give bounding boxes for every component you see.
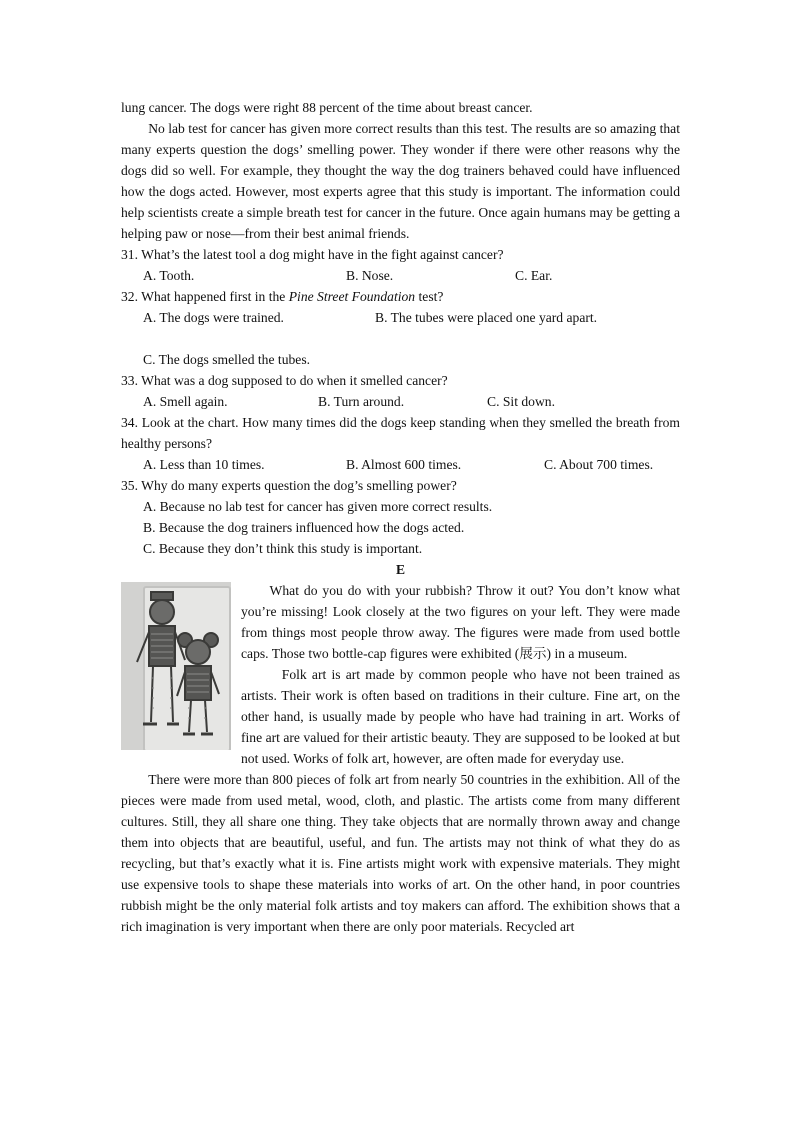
passage-d-line: lung cancer. The dogs were right 88 percent of the time about breast cancer.: [121, 100, 533, 115]
q35-option-b-row: [121, 517, 680, 538]
section-e-title: E: [395, 562, 406, 577]
question-34-options: [121, 454, 680, 475]
q31-option-c: C. Ear.: [515, 268, 553, 283]
q31-option-a: A. Tooth.: [143, 268, 195, 283]
q35-option-a: A. Because no lab test for cancer has given more correct results.: [143, 499, 493, 514]
q35-option-b: B. Because the dog trainers influenced how the dogs acted.: [143, 520, 465, 535]
bottle-cap-figures-photo: [121, 582, 231, 750]
question-34-stem: 34. Look at the chart. How many times did the dogs keep standing when they smelled the breath from healthy persons?: [121, 415, 680, 451]
q31-option-b: B. Nose.: [346, 268, 394, 283]
q33-option-c: C. Sit down.: [487, 394, 555, 409]
q32-option-b: B. The tubes were placed one yard apart.: [375, 310, 598, 325]
question-32-options: [121, 307, 680, 328]
section-e-body: [121, 580, 680, 769]
q34-option-c: C. About 700 times.: [544, 457, 654, 472]
section-e-paragraph-1: What do you do with your rubbish? Throw it out? You don’t know what you’re missing! Look closely at the two figures on your left. They were made from things most people throw away. The figures were made from used bottle caps. Those two bottle-cap figures were exhibited (展示) in a museum.: [241, 583, 680, 661]
question-31-stem: 31. What’s the latest tool a dog might have in the fight against cancer?: [121, 247, 504, 262]
q34-option-a: A. Less than 10 times.: [143, 457, 265, 472]
spacer: [121, 328, 680, 349]
document-page: [121, 97, 680, 937]
bottle-cap-figures-illustration: [121, 582, 231, 750]
passage-d-paragraph: No lab test for cancer has given more correct results than this test. The results are so amazing that many experts question the dogs’ smelling power. They wonder if there were other reasons why the dogs did so well. For example, they thought the way the dog trainers behaved could have influenced how the dogs acted. However, most experts agree that this study is important. The information could help scientists create a simple breath test for cancer in the future. Once again humans may be getting a helping paw or nose—from their best animal friends.: [121, 121, 680, 241]
question-31-options: [121, 265, 680, 286]
section-e-paragraph-3: There were more than 800 pieces of folk art from nearly 50 countries in the exhibition. All of the pieces were made from used metal, wood, cloth, and plastic. The artists come from many different cultures. Still, they all share one thing. They take objects that are normally thrown away and change them into objects that are beautiful, useful, and fun. The artists may not think of what they do as recycling, but that’s exactly what it is. Fine artists might work with expensive materials. They might use expensive tools to shape these materials into works of art. On the other hand, in poor countries rubbish might be the only material folk artists and toy makers can afford. The exhibition shows that a rich imagination is very important when there are only poor materials. Recycled art: [121, 772, 680, 934]
question-33-stem: 33. What was a dog supposed to do when it smelled cancer?: [121, 373, 448, 388]
question-32-stem: [121, 286, 680, 307]
question-35-stem: 35. Why do many experts question the dog’s smelling power?: [121, 478, 457, 493]
q35-option-c-row: [121, 538, 680, 559]
question-32-options-2: [121, 349, 680, 370]
question-33-options: [121, 391, 680, 412]
q35-option-a-row: [121, 496, 680, 517]
q35-option-c: C. Because they don’t think this study is important.: [143, 541, 423, 556]
q34-option-b: B. Almost 600 times.: [346, 457, 462, 472]
q32-option-a: A. The dogs were trained.: [143, 310, 284, 325]
q32-stem-italic: Pine Street Foundation: [288, 289, 416, 304]
q33-option-b: B. Turn around.: [318, 394, 405, 409]
q32-stem-pre: 32. What happened first in the: [121, 289, 289, 304]
q32-stem-post: test?: [415, 289, 444, 304]
section-e-paragraph-2: Folk art is art made by common people who have not been trained as artists. Their work is often based on traditions in their culture. Fine art, on the other hand, is usually made by people who have had training in art. Works of fine art are valued for their artistic beauty. They are supposed to be looked at but not used. Works of folk art, however, are often made for everyday use.: [241, 667, 680, 766]
q32-option-c: C. The dogs smelled the tubes.: [143, 352, 311, 367]
q33-option-a: A. Smell again.: [143, 394, 228, 409]
